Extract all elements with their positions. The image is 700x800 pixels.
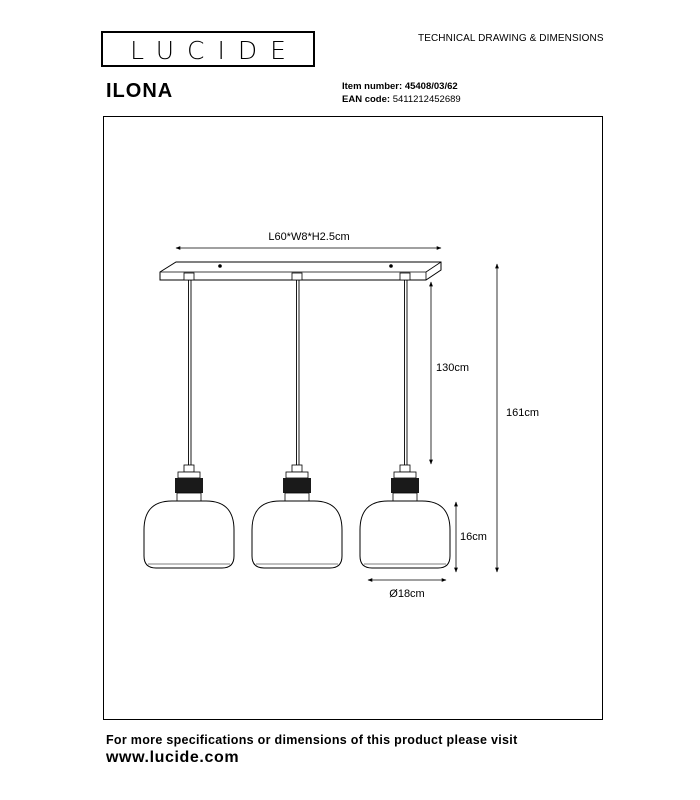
item-number-value: 45408/03/62 [404,81,458,92]
ceiling-bar [160,262,441,280]
pendant-lamp-icon [360,280,450,568]
ean-value: 5411212452689 [392,94,461,105]
pendant-lamp-icon [144,280,234,568]
dimension-cord-label: 130cm [436,362,470,374]
dimension-shade-diameter-label: Ø18cm [389,588,425,600]
item-number-label: Item number: [342,81,403,92]
dimension-bar-label: L60*W8*H2.5cm [268,231,350,243]
logo-text: LUCIDE [130,36,299,65]
footer-url-link[interactable]: www.lucide.com [106,749,240,766]
document-type: TECHNICAL DRAWING & DIMENSIONS [418,33,604,44]
dimension-shade-height-label: 16cm [460,531,487,543]
product-name: ILONA [106,80,174,102]
ean-label: EAN code: [342,94,391,105]
footer-text: For more specifications or dimensions of this product please visit [106,733,518,747]
dimension-total-height-label: 161cm [506,407,540,419]
pendant-lamp-icon [252,280,342,568]
